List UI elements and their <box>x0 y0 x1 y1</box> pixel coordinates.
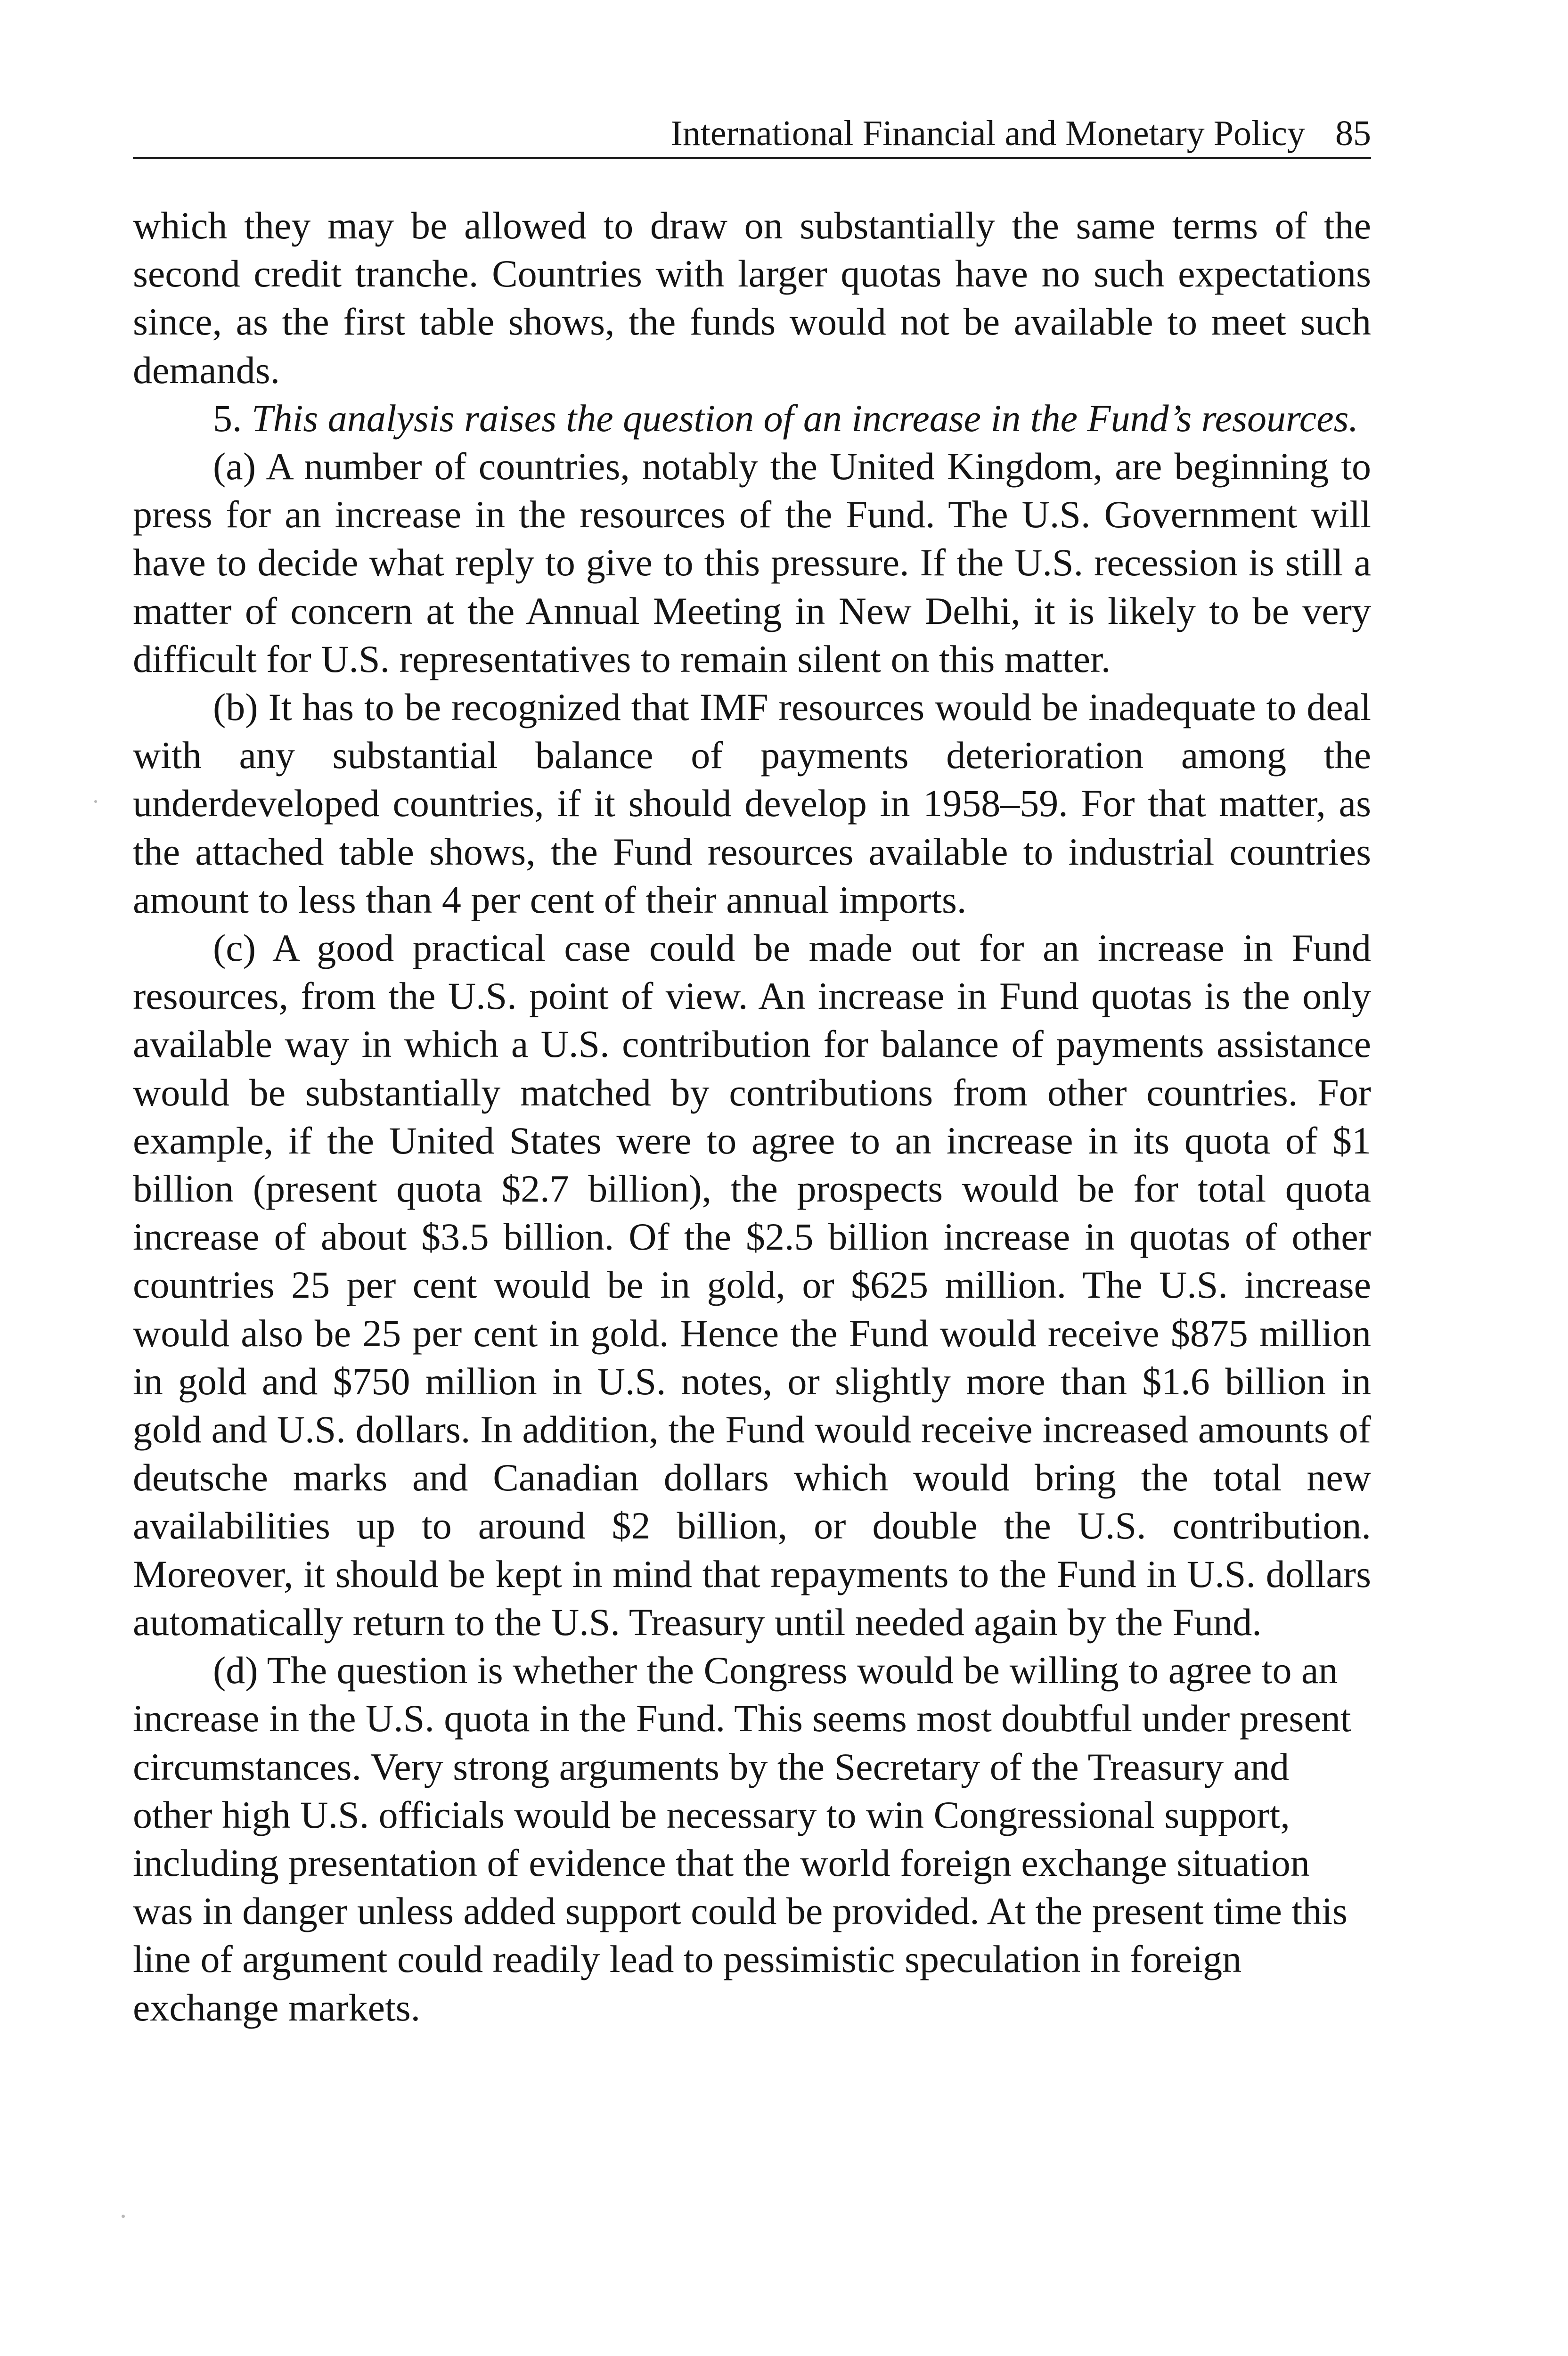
section-heading-5 <box>133 394 1371 442</box>
paragraph-text: (d) The question is whether the Congress would be willing to agree to an increase in the U.S. quota in the Fund. This seems most doubtful under present circumstances. Very strong arguments by the Secretary of the Treasury and other high U.S. officials would be necessary to win Congressional support, including presentation of evidence that the world foreign exchange situation was in danger unless added support could be provided. At the present time this line of argument could readily lead to pessimistic speculation in foreign exchange markets. <box>133 1649 1351 2029</box>
paragraph-text: (b) It has to be recognized that IMF resources would be inadequate to deal with any substantial balance of payments deterioration among the underdeveloped countries, if it should develop in 1958–59. For that matter, as the attached table shows, the Fund resources available to industrial countries amount to less than 4 per cent of their annual imports. <box>133 686 1371 921</box>
paragraph-text: which they may be allowed to draw on substantially the same terms of the second credit tranche. Countries with larger quotas have no such expectations since, as the first table shows, the funds would not be available to meet such demands. <box>133 204 1371 392</box>
body-text <box>133 202 1371 2032</box>
paragraph-continuation <box>133 202 1371 394</box>
margin-speck-upper <box>94 800 97 803</box>
running-head-title: International Financial and Monetary Policy <box>670 114 1305 153</box>
paragraph-b <box>133 683 1371 924</box>
margin-speck-lower <box>122 2215 125 2218</box>
running-head <box>133 107 1371 159</box>
section-heading-text: This analysis raises the question of an increase in the Fund’s resources. <box>252 396 1359 440</box>
paragraph-c <box>133 924 1371 1646</box>
section-number: 5. <box>213 396 242 440</box>
paragraph-text: (a) A number of countries, notably the United Kingdom, are beginning to press for an increase in the resources of the Fund. The U.S. Government will have to decide what reply to give to this pressure. If the U.S. recession is still a matter of concern at the Annual Meeting in New Delhi, it is likely to be very difficult for U.S. representatives to remain silent on this matter. <box>133 445 1371 680</box>
paragraph-d <box>133 1646 1371 2032</box>
paragraph-text: (c) A good practical case could be made out for an increase in Fund resources, from the U.S. point of view. An increase in Fund quotas is the only available way in which a U.S. contribution for balance of payments assistance would be substantially matched by contributions from other countries. For example, if the United States were to agree to an increase in its quota of $1 billion (present quota $2.7 billion), the prospects would be for total quota increase of about $3.5 billion. Of the $2.5 billion increase in quotas of other countries 25 per cent would be in gold, or $625 million. The U.S. increase would also be 25 per cent in gold. Hence the Fund would receive $875 million in gold and $750 million in U.S. notes, or slightly more than $1.6 billion in gold and U.S. dollars. In addition, the Fund would receive increased amounts of deutsche marks and Canadian dollars which would bring the total new availabilities up to around $2 billion, or double the U.S. contribution. Moreover, it should be kept in mind that repayments to the Fund in U.S. dollars automatically return to the U.S. Treasury until needed again by the Fund. <box>133 926 1371 1644</box>
page-number: 85 <box>1335 114 1371 153</box>
paragraph-a <box>133 442 1371 683</box>
